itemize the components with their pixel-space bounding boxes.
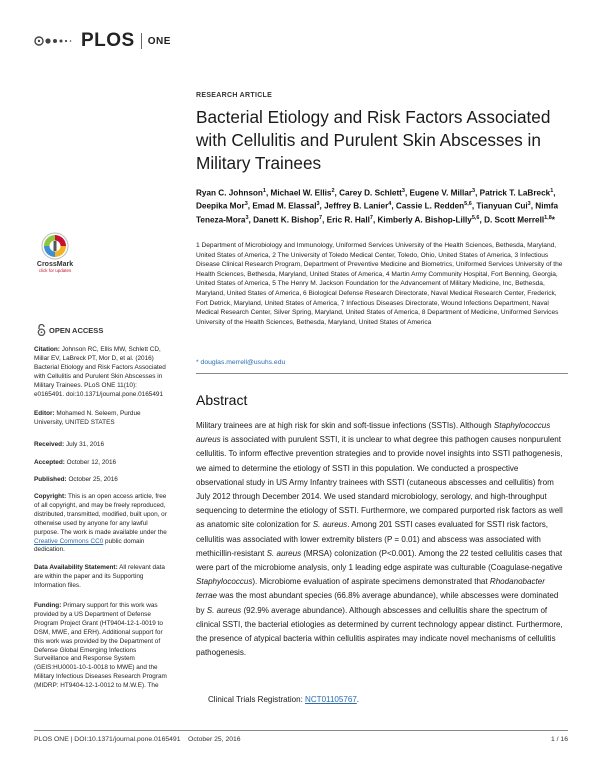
- abstract-italic-term: Rhodanobacter terrae: [196, 577, 545, 601]
- open-access-badge: [37, 324, 103, 336]
- crossmark-badge[interactable]: [34, 232, 76, 273]
- copyright-tail: public domain dedication.: [34, 537, 145, 554]
- author-affiliation-sup: 1: [550, 188, 554, 194]
- author-affiliation-sup: 1,8: [544, 214, 552, 221]
- abstract-text: was the most abundant species (66.8% average abundance), while abscesses were dominated by: [196, 591, 559, 615]
- author-list: [196, 186, 568, 226]
- author-name: D. Scott Merrell: [484, 215, 545, 225]
- trial-link[interactable]: NCT01105767: [305, 695, 357, 704]
- citation-label: Citation:: [34, 346, 60, 353]
- abstract-italic-term: Staphylococcus: [196, 577, 253, 587]
- author-name: Cassie L. Redden: [395, 202, 465, 212]
- abstract-italic-term: S. aureus: [312, 520, 348, 530]
- creative-commons-link[interactable]: Creative Commons CC0: [34, 537, 104, 545]
- author-separator: ,: [372, 215, 378, 225]
- author-separator: ,: [471, 202, 477, 212]
- author-name: Ryan C. Johnson: [196, 188, 263, 198]
- abstract-body: [196, 419, 568, 660]
- trial-label: Clinical Trials Registration:: [208, 695, 306, 704]
- abstract-italic-term: Staphylococcus aureus: [196, 421, 551, 445]
- abstract-text: . Among 201 SSTI cases evaluated for SSTI risk factors, cellulitis was associated with lower extremity blisters (P = 0.01) and abscess was associated with methicillin-resistant: [196, 520, 549, 558]
- editor-label: Editor:: [34, 410, 55, 417]
- trial-tail: .: [356, 695, 360, 704]
- plos-one-logo[interactable]: [34, 30, 171, 52]
- trial-registration: [208, 695, 580, 704]
- article-title: Bacterial Etiology and Risk Factors Associated with Cellulitis and Purulent Skin Abscesses in Military Trainees: [196, 107, 551, 173]
- author-affiliation-sup: 5,6: [464, 201, 472, 208]
- abstract-italic-term: S. aureus: [206, 605, 242, 615]
- author-separator: ,: [247, 202, 253, 212]
- author-name: Eric R. Hall: [326, 215, 370, 225]
- editor-text: Mohamed N. Seleem, Purdue University, UNITED STATES: [34, 410, 141, 426]
- data-availability-label: Data Availability Statement:: [34, 564, 118, 571]
- page-number: 1 / 16: [550, 736, 568, 743]
- author-name: Michael W. Ellis: [270, 188, 332, 198]
- crossmark-icon: [41, 232, 69, 260]
- author-separator: ,: [553, 188, 556, 198]
- author-name: Emad M. Elassal: [252, 202, 317, 212]
- logo-subtitle: ONE: [147, 35, 171, 47]
- author-name: Deepika Mor: [196, 202, 245, 212]
- author-name: Danett K. Bishop: [253, 215, 320, 225]
- citation-block: [34, 346, 167, 399]
- editor-block: [34, 410, 167, 428]
- author-affiliation-sup: 3: [527, 201, 531, 208]
- published-label: Published:: [34, 476, 67, 483]
- funding-text: Primary support for this work was provided by a US Department of Defense Program Project Grant (HT9404-12-1-0019 to DSM, MWE, and ERH). Additional support for this work was provided by the Department of Defense Global Emerging Infections Surveillance and Response System (GEIS:HU0001-10-1-0018 to MWE) and the Military Infectious Diseases Research Program (MIDRP: HT9404-12-1-0012 to M.W.E). The: [34, 602, 167, 690]
- author-affiliation-sup: 4: [388, 201, 392, 208]
- author-affiliation-sup: 2: [331, 188, 335, 194]
- copyright-block: [34, 493, 167, 555]
- abstract-text: (92.9% average abundance). Although abscesses and cellulitis share the spectrum of clinical SSTI, the bacterial etiologies as determined by current technology appear distinct. Furthermore, the presence of atypical bacteria within cellulitis aspirates may indicate novel mechanisms of cellulitis pathogenesis.: [196, 605, 563, 658]
- author-affiliation-sup: 3: [401, 188, 405, 194]
- author-separator: ,: [319, 202, 325, 212]
- author-affiliation-sup: 7: [369, 214, 373, 221]
- author-separator: ,: [530, 202, 536, 212]
- corresponding-email[interactable]: * douglas.merrell@usuhs.edu: [196, 359, 286, 366]
- footer-citation: PLOS ONE | DOI:10.1371/journal.pone.0165491 October 25, 2016: [34, 736, 241, 743]
- copyright-label: Copyright:: [34, 493, 67, 500]
- author-affiliation-sup: 3: [244, 201, 248, 208]
- affiliations: 1 Department of Microbiology and Immunology, Uniformed Services University of the Health Sciences, Bethesda, Maryland, United States of America, 2 The University of Toledo Medical Center, Toledo, Ohio, United States of America, 3 Infectious Disease Clinical Research Program, Department of Preventive Medicine and Biometrics, Uniformed Services University of the Health Sciences, Bethesda, Maryland, United States of America, 4 Martin Army Community Hospital, Fort Benning, Georgia, United States of America, 5 The Henry M. Jackson Foundation for the Advancement of Military Medicine, Inc, Bethesda, Maryland, United States of America, 6 Biological Defense Research Directorate, Naval Medical Research Center, Frederick, Fort Detrick, Maryland, United States of America, 7 Infectious Diseases Directorate, Wound Infections Department, Naval Medical Research Center, Silver Spring, Maryland, United States of America, 8 Department of Medicine, Uniformed Services University of the Health Sciences, Bethesda, Maryland, United States of America: [196, 242, 563, 326]
- author-affiliation-sup: 3: [245, 214, 249, 221]
- author-separator: ,: [475, 188, 480, 198]
- author-name: Eugene V. Millar: [409, 188, 473, 198]
- published-text: October 25, 2016: [66, 476, 118, 483]
- author-separator: ,: [479, 215, 485, 225]
- abstract-text: is associated with purulent SSTI, it is unclear to what degree this pathogen causes nonpurulent cellulitis. To inform effective prevention strategies and to provide novel insights into SSTI pathogenesis, we aimed to determine the etiology of SSTI in this population. We conducted a prospective observational study in US Army Infantry trainees with SSTI (cutaneous abscesses and cellulitis) from July 2012 through December 2014. We used standard microbiology, serology, and high-throughput sequencing to determine the etiology of SSTI. Furthermore, we compared purported risk factors as well as anatomic site colonization for: [196, 435, 563, 530]
- copyright-text: This is an open access article, free of all copyright, and may be freely reproduced, distributed, transmitted, modified, built upon, or otherwise used by anyone for any lawful purpose. The work is made available under the: [34, 493, 167, 536]
- received-label: Received:: [34, 441, 65, 448]
- data-availability-block: [34, 564, 167, 591]
- author-affiliation-sup: 7: [319, 214, 323, 221]
- author-name: Kimberly A. Bishop-Lilly: [377, 215, 472, 225]
- author-name: Nimfa Teneza-Mora: [196, 202, 559, 225]
- funding-label: Funding:: [34, 602, 62, 609]
- article-type: RESEARCH ARTICLE: [196, 92, 273, 99]
- crossmark-label: CrossMark: [36, 261, 74, 268]
- abstract-text: (MRSA) colonization (P<0.001). Among the 22 tested cellulitis cases that were part of the microbiome analysis, only 1 leading edge aspirate was culturable (Coagulase-negative: [196, 548, 563, 573]
- footer-divider: [34, 730, 568, 731]
- accepted-text: October 12, 2016: [64, 459, 117, 466]
- logo-divider: [141, 33, 142, 49]
- author-affiliation-sup: 3: [316, 201, 320, 208]
- funding-block: [34, 602, 167, 691]
- abstract-text: Military trainees are at high risk for skin and soft-tissue infections (SSTIs). Although: [196, 421, 494, 430]
- data-availability-text: All relevant data are within the paper and its Supporting Information files.: [34, 564, 165, 589]
- accepted-label: Accepted:: [34, 459, 65, 466]
- author-separator: ,: [322, 215, 327, 225]
- logo-text: PLOS: [81, 30, 135, 51]
- received-text: July 31, 2016: [64, 441, 104, 448]
- author-name: Jeffrey B. Lanier: [324, 202, 389, 212]
- author-name: Tianyuan Cui: [476, 202, 528, 212]
- author-separator: ,: [334, 188, 340, 198]
- divider: [196, 373, 568, 374]
- author-affiliation-sup: 1: [262, 188, 266, 194]
- author-separator: ,: [404, 188, 410, 198]
- plos-logo-icon: [34, 32, 78, 50]
- abstract-text: ). Microbiome evaluation of aspirate specimens demonstrated that: [252, 577, 490, 587]
- author-affiliation-sup: 3: [472, 188, 476, 194]
- author-name: Patrick T. LaBreck: [479, 188, 551, 198]
- published-block: [34, 476, 167, 485]
- open-lock-icon: [37, 324, 46, 336]
- citation-text: Johnson RC, Ellis MW, Schlett CD, Millar EV, LaBreck PT, Mor D, et al. (2016) Bacterial Etiology and Risk Factors Associated with Cellulitis and Purulent Skin Abscesses in Military Trainees. PLoS ONE 11(10): e0165491. doi:10.1371/journal.pone.0165491: [34, 346, 166, 398]
- received-block: [34, 441, 167, 450]
- accepted-block: [34, 459, 167, 468]
- author-separator: ,: [248, 215, 254, 225]
- author-separator: ,: [391, 202, 396, 212]
- abstract-heading: Abstract: [196, 392, 248, 408]
- crossmark-sub: click for updates: [38, 268, 72, 273]
- author-separator: *: [551, 215, 555, 225]
- author-affiliation-sup: 5,6: [471, 214, 480, 221]
- author-separator: ,: [265, 188, 271, 198]
- author-name: Carey D. Schlett: [339, 188, 402, 198]
- abstract-italic-term: S. aureus: [266, 548, 302, 558]
- open-access-label: OPEN ACCESS: [49, 325, 104, 335]
